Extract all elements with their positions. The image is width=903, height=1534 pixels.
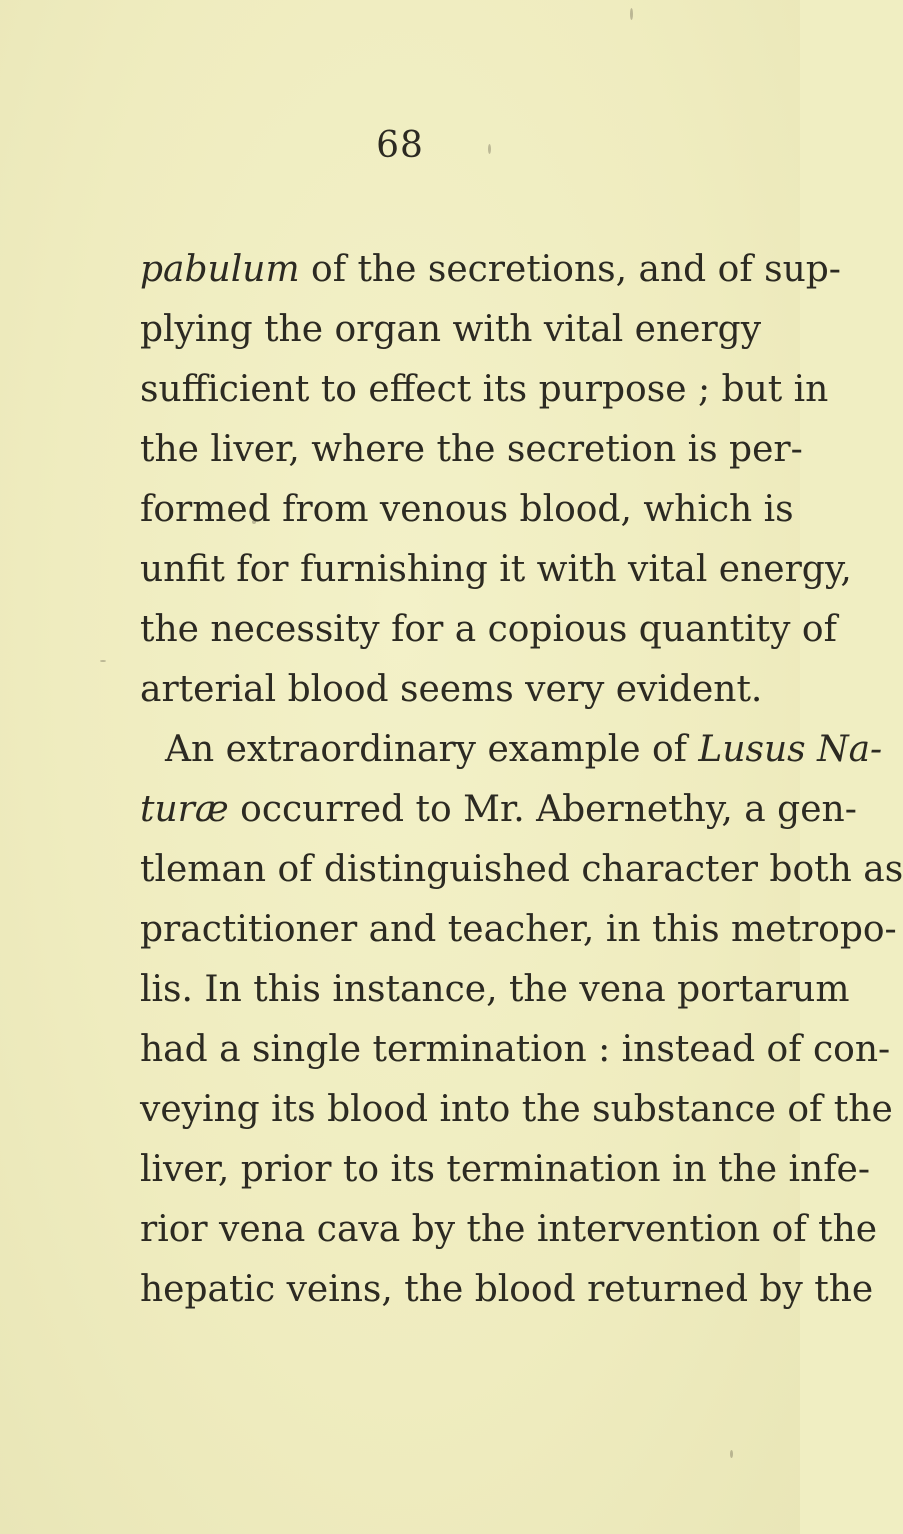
paper-speck [100,660,106,662]
paper-speck [252,520,256,524]
text-line: the necessity for a copious quantity of [140,609,837,650]
text-line: sufficient to effect its purpose ; but in [140,369,829,410]
text-line: hepatic veins, the blood returned by the [140,1269,874,1310]
text-line: formed from venous blood, which is [140,489,794,530]
paper-speck [730,1450,733,1458]
text-line: tleman of distinguished character both as [140,849,903,890]
text-line: lis. In this instance, the vena portarum [140,969,850,1010]
paper-speck [488,144,491,154]
text-line: had a single termination : instead of con- [140,1029,891,1070]
text-line: the liver, where the secretion is per- [140,429,803,470]
text-line: practitioner and teacher, in this metropo- [140,909,897,950]
text-line: An extraordinary example of Lusus Na- [165,729,883,770]
page-number: 68 [376,125,424,166]
text-line: rior vena cava by the intervention of the [140,1209,878,1250]
text-line: pabulum of the secretions, and of sup- [140,249,841,290]
text-line: veying its blood into the substance of the [140,1089,893,1130]
text-line: arterial blood seems very evident. [140,669,763,710]
text-line: unfit for furnishing it with vital energy, [140,549,852,590]
text-line: turæ occurred to Mr. Abernethy, a gen- [140,789,857,830]
paper-speck [630,8,633,20]
text-line: plying the organ with vital energy [140,309,762,350]
text-line: liver, prior to its termination in the infe- [140,1149,870,1190]
